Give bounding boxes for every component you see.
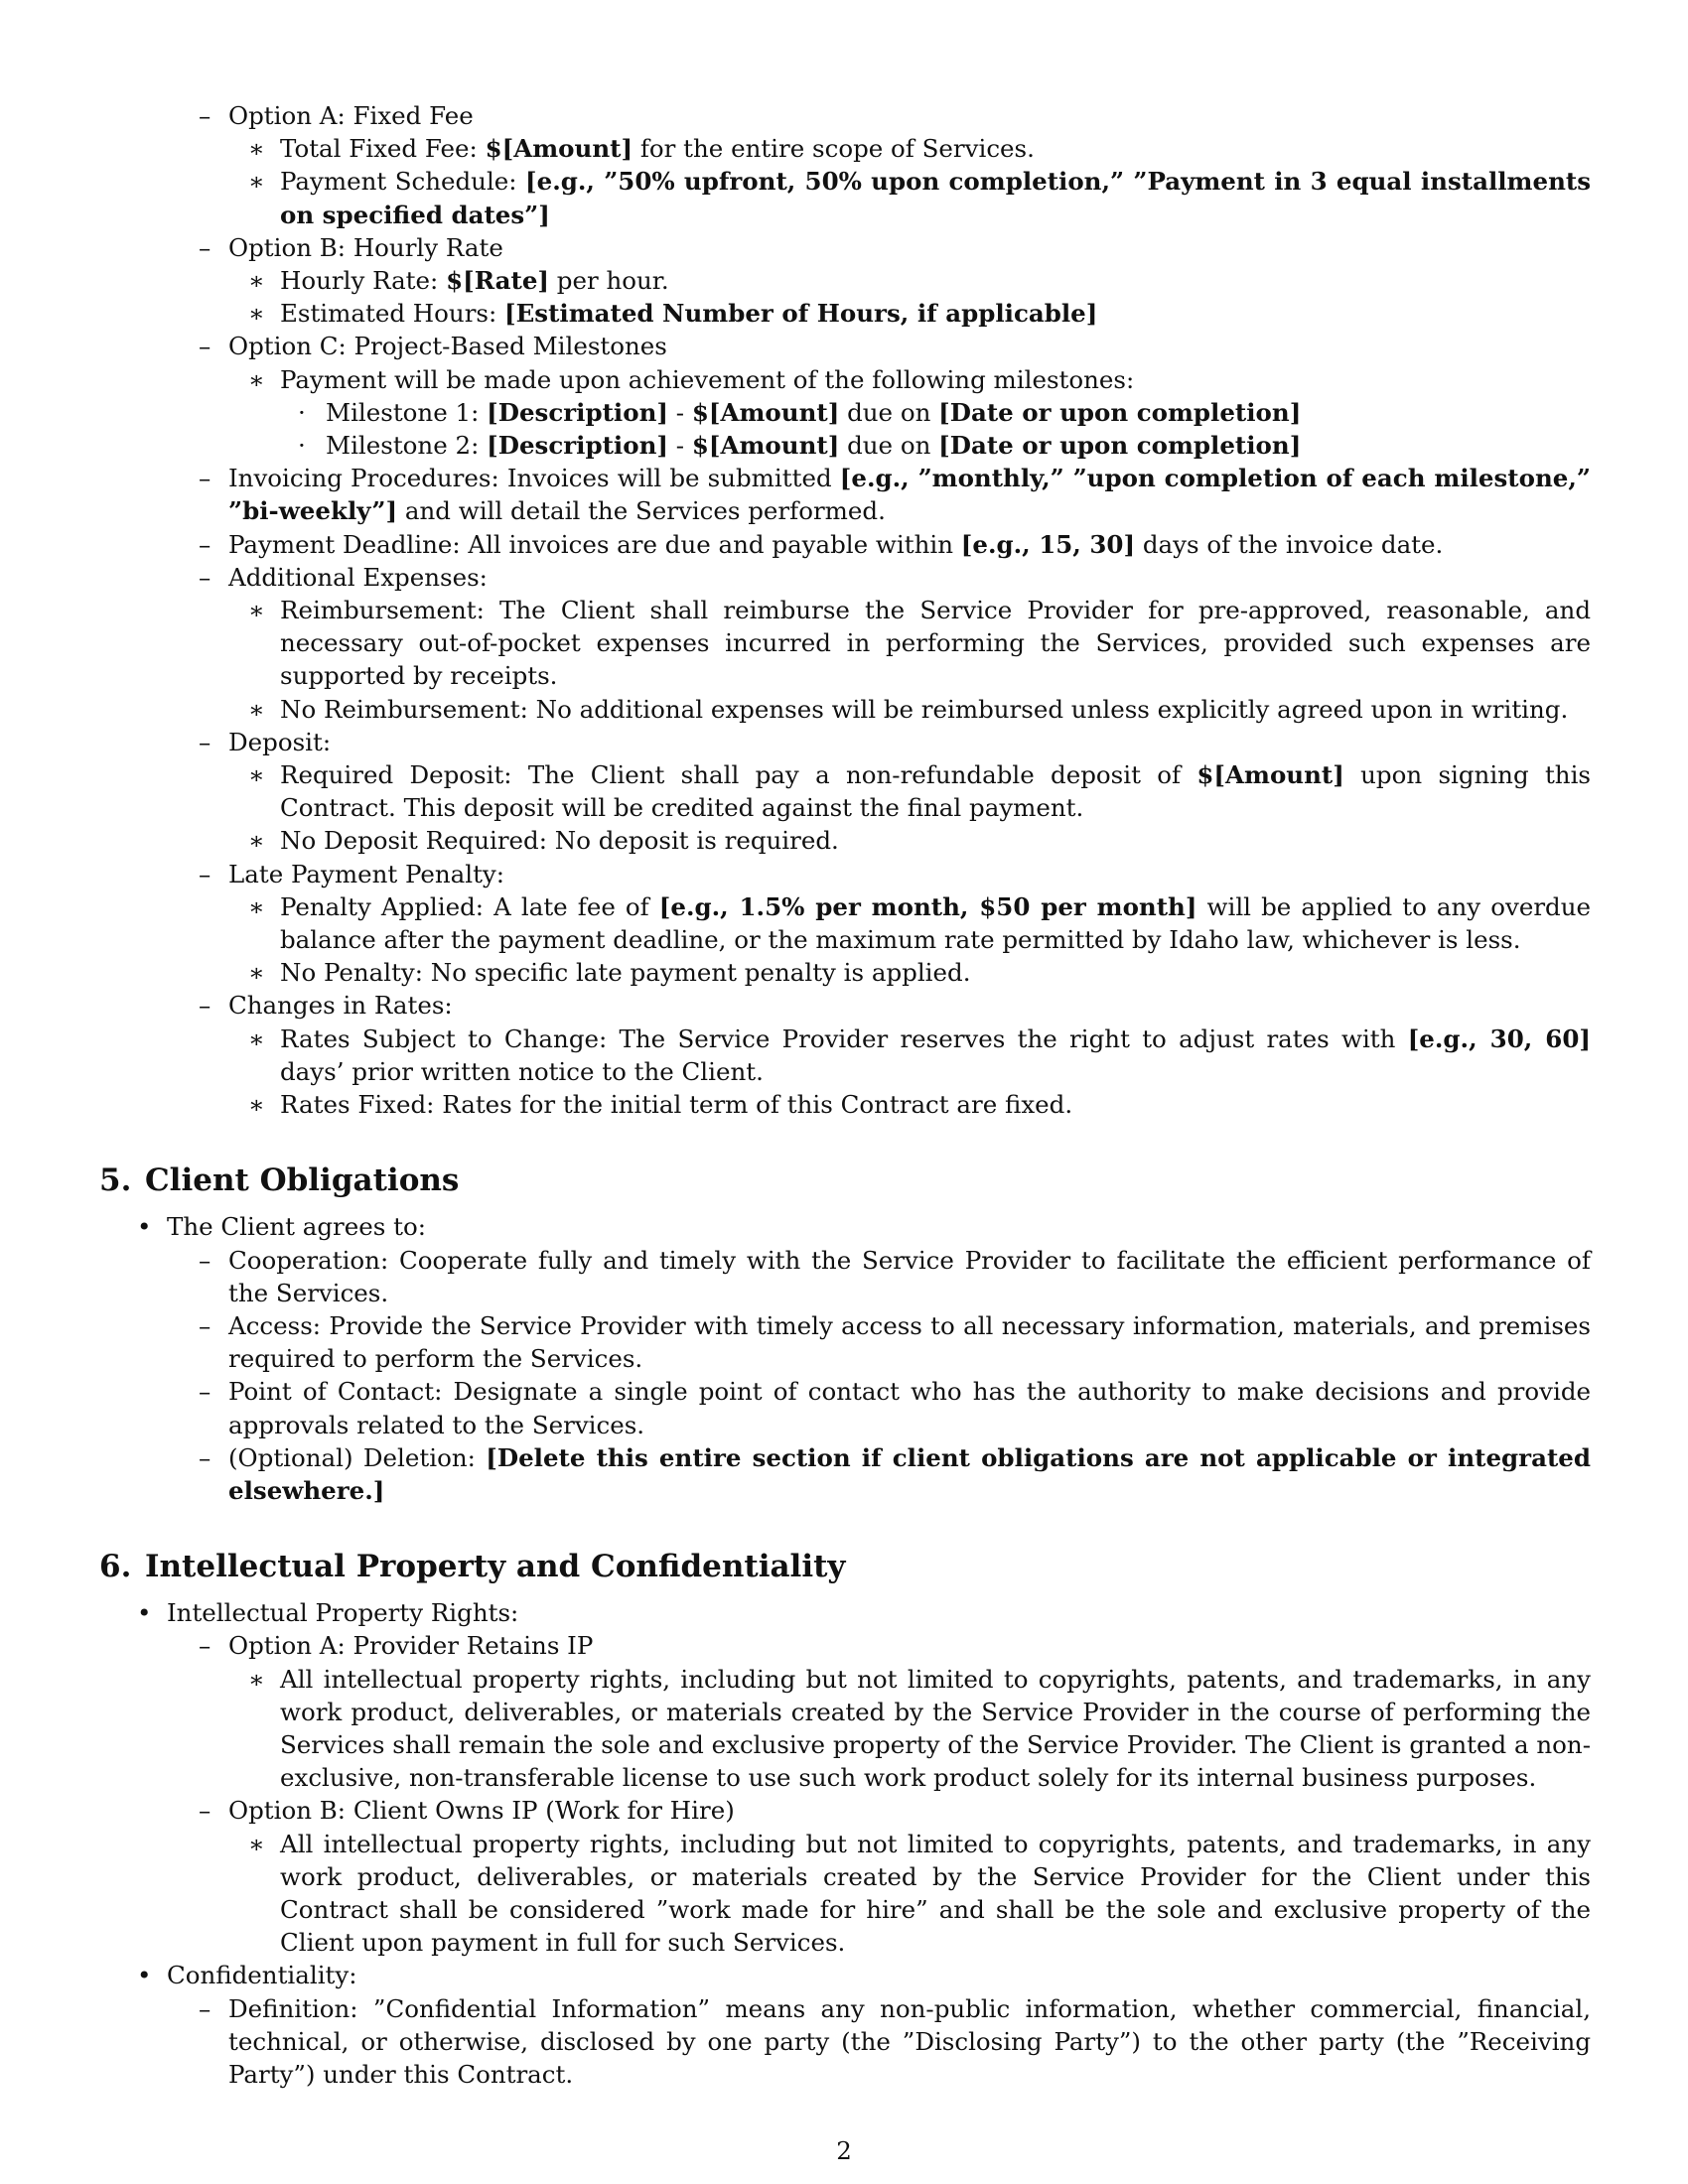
star-marker: ∗ [248, 596, 265, 625]
star-marker: ∗ [248, 760, 265, 790]
star-marker: ∗ [248, 1090, 265, 1120]
page-content [99, 99, 1591, 2091]
milestones-intro: ∗ Payment will be made upon achievement of the following milestones: [99, 363, 1591, 396]
placeholder: $[Rate] [446, 266, 550, 296]
estimated-hours-item: ∗ Estimated Hours: [Estimated Number of Hours, if applicable] [99, 297, 1591, 330]
fixed-fee-item: ∗ Total Fixed Fee: $[Amount] for the entire scope of Services. [99, 132, 1591, 165]
client-agrees-item: • The Client agrees to: [99, 1210, 1591, 1243]
dash-marker: – [199, 1993, 211, 2023]
placeholder: [e.g., ”monthly,” ”upon completion of each milestone,” ”bi-weekly”] [228, 464, 1591, 526]
optional-deletion-item: – (Optional) Deletion: [Delete this entire section if client obligations are not applicable or integrated elsewhere.] [199, 1442, 1591, 1505]
dash-marker: – [199, 562, 211, 592]
reimbursement-item: ∗ Reimbursement: The Client shall reimburse the Service Provider for pre-approved, reasonable, and necessary out-of-pocket expenses incurred in performing the Services, provided such expenses are supported by receipts. [248, 596, 1591, 691]
hourly-rate-item: ∗ Hourly Rate: $[Rate] per hour. [99, 264, 1591, 297]
rates-fixed-item: ∗ Rates Fixed: Rates for the initial term of this Contract are fixed. [99, 1088, 1591, 1121]
changes-in-rates: – Changes in Rates: [99, 989, 1591, 1022]
invoicing-procedures: – Invoicing Procedures: Invoices will be submitted [e.g., ”monthly,” ”upon completion of each milestone,” ”bi-weekly”] and will detail the Services performed. [199, 464, 1591, 526]
dash-marker: – [199, 859, 211, 888]
payment-deadline: – Payment Deadline: All invoices are due and payable within [e.g., 15, 30] days of the invoice date. [99, 528, 1591, 561]
star-marker: ∗ [248, 958, 265, 988]
penalty-applied-item: ∗ Penalty Applied: A late fee of [e.g., 1.5% per month, $50 per month] will be applied to any overdue balance after the payment deadline, or the maximum rate permitted by Idaho law, whichever is less. [248, 891, 1591, 955]
dash-marker: – [199, 101, 211, 130]
dash-marker: – [199, 1245, 211, 1275]
star-marker: ∗ [248, 134, 265, 164]
no-reimbursement-item: ∗ No Reimbursement: No additional expenses will be reimbursed unless explicitly agreed upon in writing. [99, 693, 1591, 726]
dot-marker: · [298, 397, 306, 427]
placeholder: $[Amount] [485, 134, 633, 164]
star-marker: ∗ [248, 694, 265, 724]
dot-marker: · [298, 431, 306, 461]
placeholder: [e.g., ”50% upfront, 50% upon completion,” ”Payment in 3 equal installments on specified dates”] [280, 167, 1591, 229]
point-of-contact-item: – Point of Contact: Designate a single point of contact who has the authority to make decisions and provide approvals related to the Services. [199, 1377, 1591, 1439]
star-marker: ∗ [248, 167, 265, 197]
rates-subject-item: ∗ Rates Subject to Change: The Service Provider reserves the right to adjust rates with [e.g., 30, 60] days’ prior written notice to the Client. [248, 1024, 1591, 1086]
star-marker: ∗ [248, 1829, 265, 1858]
payment-option-a: – Option A: Fixed Fee [99, 99, 1591, 132]
placeholder: $[Amount] [1196, 760, 1344, 790]
placeholder: [Delete this entire section if client obligations are not applicable or integrated elsewhere.] [228, 1442, 1591, 1505]
milestone-2: · Milestone 2: [Description] - $[Amount] due on [Date or upon completion] [99, 429, 1591, 462]
dash-marker: – [199, 1377, 211, 1407]
required-deposit-item: ∗ Required Deposit: The Client shall pay a non-refundable deposit of $[Amount] upon signing this Contract. This deposit will be credited against the final payment. [248, 760, 1591, 823]
dash-marker: – [199, 1796, 211, 1826]
ip-option-b: – Option B: Client Owns IP (Work for Hire) [99, 1794, 1591, 1827]
bullet-marker: • [137, 1598, 152, 1628]
placeholder: [e.g., 30, 60] [1407, 1024, 1591, 1053]
section-5-heading: 5. Client Obligations [99, 1162, 460, 1199]
payment-schedule-item: ∗ Payment Schedule: [e.g., ”50% upfront, 50% upon completion,” ”Payment in 3 equal installments on specified dates”] [248, 167, 1591, 229]
deposit: – Deposit: [99, 726, 1591, 758]
dash-marker: – [199, 332, 211, 361]
confidential-definition-item: – Definition: ”Confidential Information” means any non-public information, whether commercial, financial, technical, or otherwise, disclosed by one party (the ”Disclosing Party”) to the other party (the ”Receiving Party”) under this Contract. [199, 1993, 1591, 2089]
ip-rights-item: • Intellectual Property Rights: [99, 1596, 1591, 1629]
star-marker: ∗ [248, 891, 265, 921]
star-marker: ∗ [248, 1024, 265, 1053]
milestone-1: · Milestone 1: [Description] - $[Amount] due on [Date or upon completion] [99, 396, 1591, 429]
dash-marker: – [199, 1442, 211, 1472]
dash-marker: – [199, 232, 211, 262]
bullet-marker: • [137, 1961, 152, 1990]
star-marker: ∗ [248, 1664, 265, 1694]
star-marker: ∗ [248, 266, 265, 296]
dash-marker: – [199, 464, 211, 493]
payment-option-c: – Option C: Project-Based Milestones [99, 330, 1591, 362]
confidentiality-item: • Confidentiality: [99, 1959, 1591, 1991]
star-marker: ∗ [248, 364, 265, 394]
placeholder: [e.g., 1.5% per month, $50 per month] [658, 891, 1197, 921]
dash-marker: – [199, 1310, 211, 1340]
ip-option-a: – Option A: Provider Retains IP [99, 1629, 1591, 1662]
dash-marker: – [199, 991, 211, 1021]
late-payment-penalty: – Late Payment Penalty: [99, 858, 1591, 890]
placeholder: [Estimated Number of Hours, if applicable] [504, 299, 1098, 329]
cooperation-item: – Cooperation: Cooperate fully and timely with the Service Provider to facilitate the efficient performance of the Services. [199, 1245, 1591, 1307]
payment-option-b: – Option B: Hourly Rate [99, 231, 1591, 264]
access-item: – Access: Provide the Service Provider with timely access to all necessary information, materials, and premises required to perform the Services. [199, 1310, 1591, 1374]
no-deposit-item: ∗ No Deposit Required: No deposit is required. [99, 824, 1591, 857]
ip-option-a-text: ∗ All intellectual property rights, including but not limited to copyrights, patents, and trademarks, in any work product, deliverables, or materials created by the Service Provider in the course of performing the Services shall remain the sole and exclusive property of the Service Provider. The Client is granted a non-exclusive, non-transferable license to use such work product solely for its internal business purposes. [248, 1664, 1591, 1793]
bullet-marker: • [137, 1212, 152, 1242]
dash-marker: – [199, 727, 211, 756]
section-6-heading: 6. Intellectual Property and Confidentiality [99, 1549, 846, 1585]
ip-option-b-text: ∗ All intellectual property rights, including but not limited to copyrights, patents, and trademarks, in any work product, deliverables, or materials created by the Service Provider for the Client under this Contract shall be considered ”work made for hire” and shall be the sole and exclusive property of the Client upon payment in full for such Services. [248, 1829, 1591, 1958]
star-marker: ∗ [248, 299, 265, 329]
dash-marker: – [199, 1631, 211, 1661]
placeholder: [e.g., 15, 30] [960, 529, 1136, 559]
dash-marker: – [199, 529, 211, 559]
additional-expenses: – Additional Expenses: [99, 561, 1591, 594]
no-penalty-item: ∗ No Penalty: No specific late payment penalty is applied. [99, 956, 1591, 989]
star-marker: ∗ [248, 826, 265, 856]
page-number: 2 [836, 2136, 852, 2165]
